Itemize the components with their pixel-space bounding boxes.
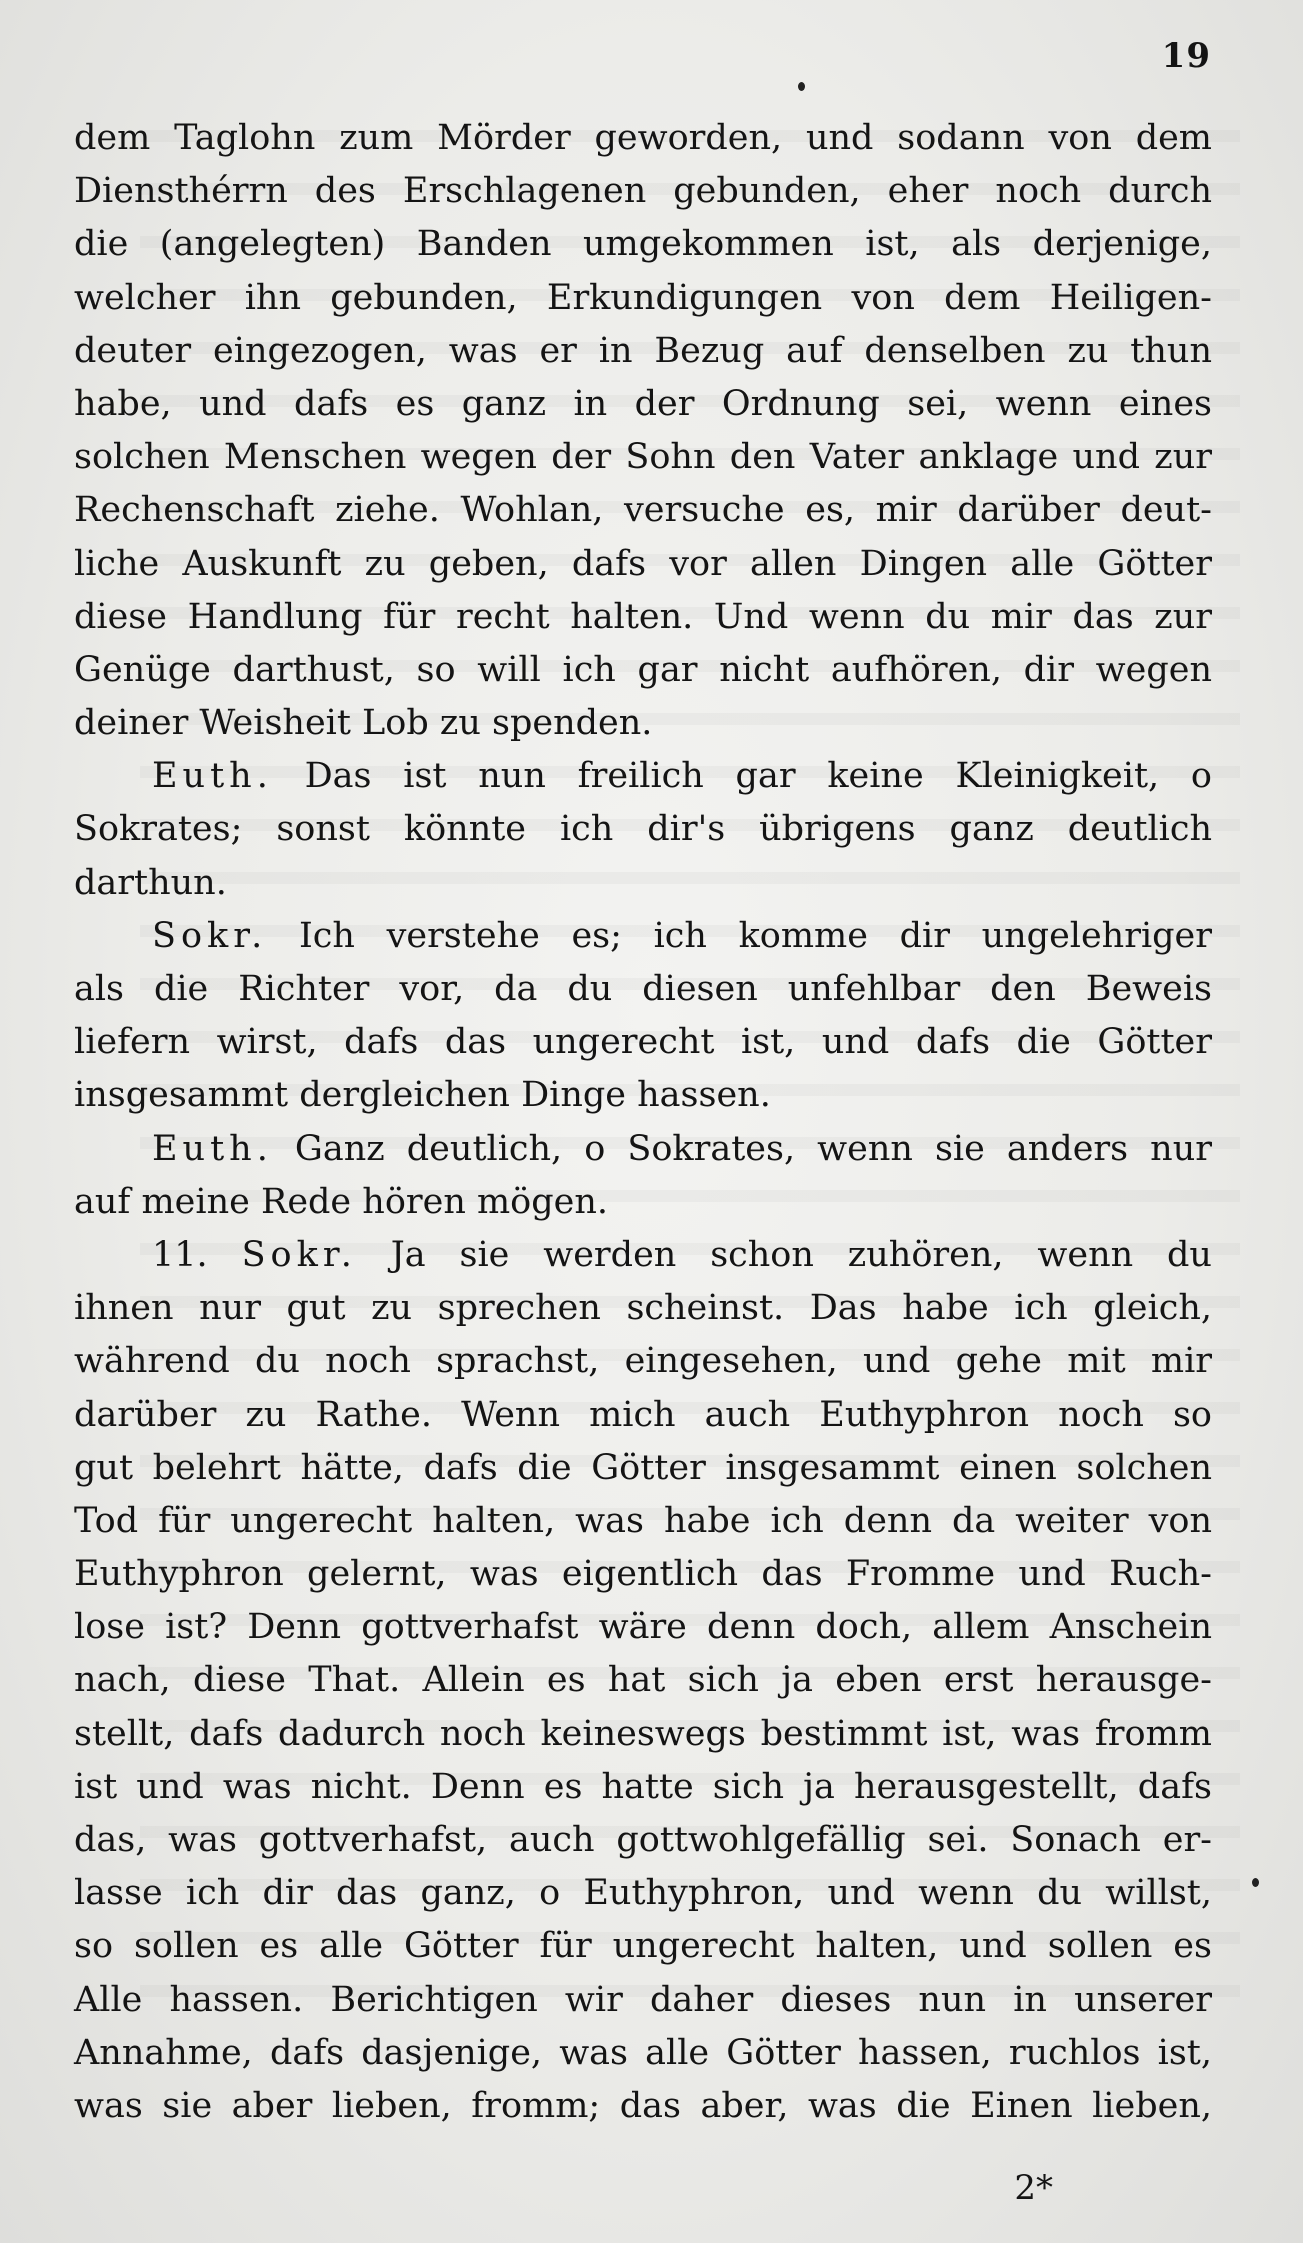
speaker-sokr: Sokr. <box>152 915 268 956</box>
text-line: darthun. <box>74 862 227 903</box>
page-number: 19 <box>1161 36 1211 76</box>
speech-line <box>74 750 1212 803</box>
text-line: welcher ihn gebunden, Erkundigungen von dem Heiligen- <box>74 277 1212 318</box>
text-line: dem Taglohn zum Mörder geworden, und sodann von dem <box>74 118 1212 158</box>
speech-line <box>74 910 1212 963</box>
text-line: ihnen nur gut zu sprechen scheinst. Das habe ich gleich, <box>74 1288 1212 1329</box>
text-line: auf meine Rede hören mögen. <box>74 1181 609 1222</box>
ink-speck <box>1252 1878 1259 1887</box>
text-line: darüber zu Rathe. Wenn mich auch Euthyphron noch so <box>74 1394 1212 1435</box>
speaker-euth: Euth. <box>152 1128 273 1169</box>
speaker-sokr: Sokr. <box>241 1234 357 1275</box>
text-line: stellt, dafs dadurch noch keineswegs bestimmt ist, was fromm <box>74 1713 1212 1754</box>
text-line: diese Handlung für recht halten. Und wenn du mir das zur <box>74 596 1212 637</box>
text-line: deiner Weisheit Lob zu spenden. <box>74 703 653 744</box>
text-line: lasse ich dir das ganz, o Euthyphron, und wenn du willst, <box>74 1873 1212 1914</box>
text-line: Euthyphron gelernt, was eigentlich das Fromme und Ruch- <box>74 1554 1212 1595</box>
text-line: lose ist? Denn gottverhafst wäre denn doch, allem Anschein <box>74 1607 1212 1648</box>
text-line: insgesammt dergleichen Dinge hassen. <box>74 1075 771 1116</box>
speech-line <box>74 1229 1212 1282</box>
text-line: deuter eingezogen, was er in Bezug auf denselben zu thun <box>74 330 1212 371</box>
text-fragment: Ich verstehe es; ich komme dir ungelehriger <box>298 915 1212 956</box>
section-number: 11. <box>152 1234 208 1275</box>
body-text <box>74 112 1212 2133</box>
ink-speck <box>798 82 805 91</box>
text-line: das, was gottverhafst, auch gottwohlgefällig sei. Sonach er- <box>74 1820 1212 1860</box>
text-line: solchen Menschen wegen der Sohn den Vater anklage und zur <box>74 437 1212 478</box>
text-line: Genüge darthust, so will ich gar nicht aufhören, dir wegen <box>74 649 1212 690</box>
text-line: ist und was nicht. Denn es hatte sich ja herausgestellt, dafs <box>74 1766 1212 1807</box>
text-line: nach, diese That. Allein es hat sich ja eben erst herausge- <box>74 1660 1212 1701</box>
text-line: Diensthérrn des Erschlagenen gebunden, eher noch durch <box>74 171 1212 212</box>
text-line: so sollen es alle Götter für ungerecht halten, und sollen es <box>74 1926 1212 1967</box>
text-fragment: Ganz deutlich, o Sokrates, wenn sie anders nur <box>294 1128 1212 1169</box>
text-line: was sie aber lieben, fromm; das aber, was die Einen lieben, <box>74 2085 1212 2126</box>
text-fragment: Ja sie werden schon zuhören, wenn du <box>390 1234 1212 1275</box>
text-line: Tod für ungerecht halten, was habe ich denn da weiter von <box>74 1500 1212 1541</box>
speech-line <box>74 1123 1212 1176</box>
text-line: habe, und dafs es ganz in der Ordnung sei, wenn eines <box>74 383 1212 424</box>
text-line: Rechenschaft ziehe. Wohlan, versuche es, mir darüber deut- <box>74 490 1212 531</box>
text-line: Alle hassen. Berichtigen wir daher dieses nun in unserer <box>74 1979 1212 2020</box>
text-line: liefern wirst, dafs das ungerecht ist, und dafs die Götter <box>74 1022 1212 1063</box>
text-line: Sokrates; sonst könnte ich dir's übrigens ganz deutlich <box>74 809 1212 850</box>
text-line: als die Richter vor, da du diesen unfehlbar den Beweis <box>74 969 1212 1009</box>
speaker-euth: Euth. <box>152 756 273 797</box>
text-line: Annahme, dafs dasjenige, was alle Götter hassen, ruchlos ist, <box>74 2032 1212 2073</box>
text-line: liche Auskunft zu geben, dafs vor allen Dingen alle Götter <box>74 543 1212 584</box>
text-line: während du noch sprachst, eingesehen, und gehe mit mir <box>74 1341 1212 1382</box>
signature-mark: 2* <box>1014 2168 1053 2208</box>
text-line: gut belehrt hätte, dafs die Götter insgesammt einen solchen <box>74 1447 1212 1488</box>
text-fragment: Das ist nun freilich gar keine Kleinigkeit, o <box>304 756 1212 797</box>
text-line: die (angelegten) Banden umgekommen ist, als derjenige, <box>74 224 1212 265</box>
